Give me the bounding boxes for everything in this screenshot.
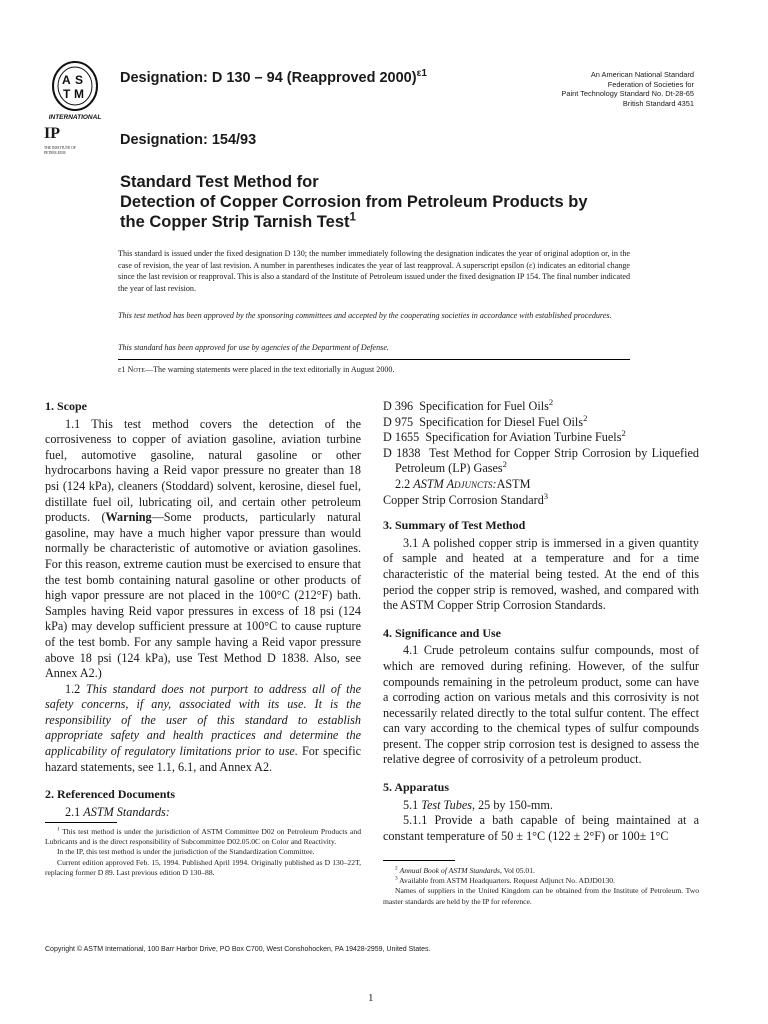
astm-logo-icon (38, 60, 112, 122)
epsilon-symbol: ε1 (118, 365, 126, 374)
astm-logo-letter-s: S (75, 73, 84, 87)
note-label: Note (127, 365, 145, 374)
paragraph-2-2 (383, 477, 699, 493)
footnote-1c: Current edition approved Feb. 15, 1994. Published April 1994. Originally published as D 130–22T, replacing former D 89. Last previous edition D 130–88. (45, 857, 361, 877)
right-column (383, 396, 699, 844)
section-5-heading: 5. Apparatus (383, 780, 450, 795)
footnote-2-tail: , Vol 05.01. (499, 866, 535, 875)
national-standard-line: British Standard 4351 (622, 98, 694, 108)
paragraph-1-1 (45, 417, 361, 682)
section-4-heading: 4. Significance and Use (383, 625, 502, 640)
reference-code: D 1655 (383, 430, 420, 445)
paragraph-1-1-b: —Some products, particularly natural gasoline, may have a much higher vapor pressure than would normally be characteristic of automotive or aviation gasolines. For this reason, extreme caution must be exercised to ensure that the test bomb containing natural gasoline or other products of high vapor pressure are not placed in the 100°C (212°F) bath. Samples having Reid vapor pressures in excess of 18 psi (124 kPa) may develop sufficient pressure at 100°C to cause rupture of the test bomb. For any sample having a Reid vapor pressure above 18 psi (124 kPa), use Test Method D 1838. Also, see Annex A2.) (45, 510, 361, 681)
footnote-3 (383, 876, 699, 886)
footnote-divider-left (45, 822, 117, 823)
reference-code: D 396 (383, 399, 414, 413)
reference-code: D 975 (383, 414, 414, 429)
section-2-heading: 2. Referenced Documents (45, 787, 176, 802)
paragraph-1-2-num: 1.2 (65, 681, 86, 696)
national-standard-block (561, 70, 694, 108)
paragraph-3-1: 3.1 A polished copper strip is immersed in a given quantity of sample and heated at a temperature and for a time characteristic of the material being tested. At the end of this period the copper strip is removed, washed, and compared with the ASTM Copper Strip Corrosion Standards. (383, 535, 699, 613)
paragraph-1-2-italic: This standard does not purport to address all of the safety concerns, if any, associated with its use. It is the responsibility of the user of this standard to establish appropriate safety and health practices and determine the applicability of regulatory limitations prior to use. (45, 681, 362, 759)
note-text: —The warning statements were placed in the text editorially in August 2000. (145, 365, 395, 374)
astm-logo-sub: INTERNATIONAL (48, 114, 102, 121)
paragraph-2-2-num: 2.2 (395, 476, 414, 491)
footnote-1 (45, 827, 361, 847)
footnote-3-sup: 3 (395, 875, 398, 882)
footnote-2-sup: 2 (395, 865, 398, 872)
title-line-2: Detection of Copper Corrosion from Petroleum Products by (120, 193, 588, 211)
title-sup: 1 (349, 211, 356, 224)
reference-title: Specification for Diesel Fuel Oils (419, 414, 584, 429)
footnote-1-sup: 1 (57, 826, 60, 833)
designation-ip: Designation: 154/93 (120, 132, 257, 148)
ip-logo-sub: THE INSTITUTE OF PETROLEUM (44, 146, 76, 155)
approval-notice: This test method has been approved by the sponsoring committees and accepted by the cooperating societies in accordance with established procedures. (118, 311, 612, 320)
reference-title: Specification for Fuel Oils (419, 399, 549, 413)
reference-item (383, 430, 699, 446)
astm-logo (38, 60, 112, 122)
paragraph-2-1 (45, 805, 361, 821)
warning-label: Warning (105, 510, 152, 525)
reference-sup: 2 (548, 396, 554, 407)
issue-notice: This standard is issued under the fixed designation D 130; the number immediately following the designation indicates the year of original adoption or, in the case of revision, the year of last revision. A number in parentheses indicates the year of last reapproval. A superscript epsilon (ε) indicates an editorial change since the last revision or reapproval. This is also a standard of the Institute of Petroleum issued under the fixed designation IP 154. The final number indicated the year of last revision. (118, 249, 630, 293)
paragraph-1-2-tail: For specific hazard statements, see 1.1, 6.1, and Annex A2. (45, 744, 361, 774)
designation-astm-sup: ε1 (416, 68, 427, 80)
astm-logo-letter-m: M (74, 87, 84, 101)
paragraph-1-1-a: 1.1 This test method covers the detection of the corrosiveness to copper of aviation gasoline, aviation turbine fuel, automotive gasoline, natural gasoline or other hydrocarbons having a Reid vapor pressure no greater than 18 psi (124 kPa), cleaners (Stoddard) solvent, kerosine, diesel fuel, distillate fuel oil, lubricating oil, and certain other petroleum products. ( (45, 416, 361, 525)
paragraph-5-1-num: 5.1 (403, 797, 422, 812)
title-line-1: Standard Test Method for (120, 173, 319, 191)
footnotes-left (45, 827, 361, 878)
paragraph-1-2 (45, 682, 361, 776)
paragraph-5-1-tail: , 25 by 150-mm. (471, 797, 553, 812)
reference-sup: 2 (583, 412, 588, 423)
section-3-heading: 3. Summary of Test Method (383, 518, 526, 533)
reference-sup: 2 (621, 428, 626, 439)
left-column (45, 399, 361, 820)
astm-logo-letter-t: T (63, 87, 71, 101)
footnote-3b: Names of suppliers in the United Kingdom can be obtained from the Institute of Petroleum. Two master standards are held by the IP for reference. (383, 886, 699, 906)
ip-logo-text: IP (44, 125, 60, 142)
reference-code: D 1838 (383, 445, 421, 460)
paragraph-2-1-italic: ASTM Standards: (83, 804, 170, 819)
footnote-2-italic: Annual Book of ASTM Standards (399, 866, 500, 875)
adjunct-item (383, 490, 699, 509)
page-number: 1 (368, 992, 374, 1004)
reference-item (383, 396, 699, 415)
title-line-3: the Copper Strip Tarnish Test (120, 213, 350, 231)
document-title (120, 172, 588, 232)
national-standard-line: Federation of Societies for (607, 79, 694, 89)
footnote-2 (383, 866, 699, 876)
copyright-line: Copyright © ASTM International, 100 Barr Harbor Drive, PO Box C700, West Conshohocken, PA 19428-2959, United States. (45, 946, 431, 953)
reference-item (383, 412, 699, 431)
paragraph-5-1 (383, 798, 699, 814)
paragraph-5-1-italic: Test Tubes (421, 797, 472, 812)
paragraph-2-2-italic: ASTM Adjuncts: (413, 476, 497, 491)
section-1-heading: 1. Scope (45, 399, 87, 413)
footnote-1b: In the IP, this test method is under the jurisdiction of the Standardization Committee. (57, 847, 315, 857)
epsilon-note (118, 364, 630, 376)
reference-title: Specification for Aviation Turbine Fuels (425, 430, 622, 445)
reference-title: Test Method for Copper Strip Corrosion by Liquefied Petroleum (LP) Gases (395, 445, 699, 476)
adjunct-title: Copper Strip Corrosion Standard (383, 492, 544, 507)
designation-astm-text: Designation: D 130 – 94 (Reapproved 2000) (120, 70, 417, 86)
adjunct-sup: 3 (543, 490, 549, 501)
national-standard-line: An American National Standard (590, 70, 694, 79)
notice-divider (118, 359, 630, 360)
ip-logo (44, 126, 84, 156)
footnote-3-text: Available from ASTM Headquarters. Request Adjunct No. ADJD0130. (397, 876, 615, 886)
astm-logo-letter-a: A (62, 73, 71, 87)
reference-sup: 2 (502, 459, 507, 470)
footnote-1-text: This test method is under the jurisdiction of ASTM Committee D02 on Petroleum Products and Lubricants and is the direct responsibility of Subcommittee D02.05.0C on Color and Reactivity. (45, 827, 361, 847)
paragraph-5-1-1: 5.1.1 Provide a bath capable of being maintained at a constant temperature of 50 ± 1°C (122 ± 2°F) or 100± 1°C (383, 813, 699, 843)
footnote-divider-right (383, 860, 455, 861)
designation-astm (120, 70, 427, 86)
footnotes-right (383, 866, 699, 907)
paragraph-4-1: 4.1 Crude petroleum contains sulfur compounds, most of which are removed during refining. However, of the sulfur compounds remaining in the petroleum product, some can have a corroding action on various metals and this corrosivity is not necessarily related directly to the total sulfur content. The effect can vary according to the chemical types of sulfur compounds present. The copper strip corrosion test is designed to assess the relative degree of corrosivity of a petroleum product. (383, 643, 699, 767)
paragraph-2-2-tail: ASTM (496, 476, 531, 491)
national-standard-line: Paint Technology Standard No. Dt-28-65 (561, 89, 694, 99)
reference-item (383, 446, 699, 477)
paragraph-2-1-num: 2.1 (65, 804, 84, 819)
dod-notice: This standard has been approved for use by agencies of the Department of Defense. (118, 343, 389, 352)
